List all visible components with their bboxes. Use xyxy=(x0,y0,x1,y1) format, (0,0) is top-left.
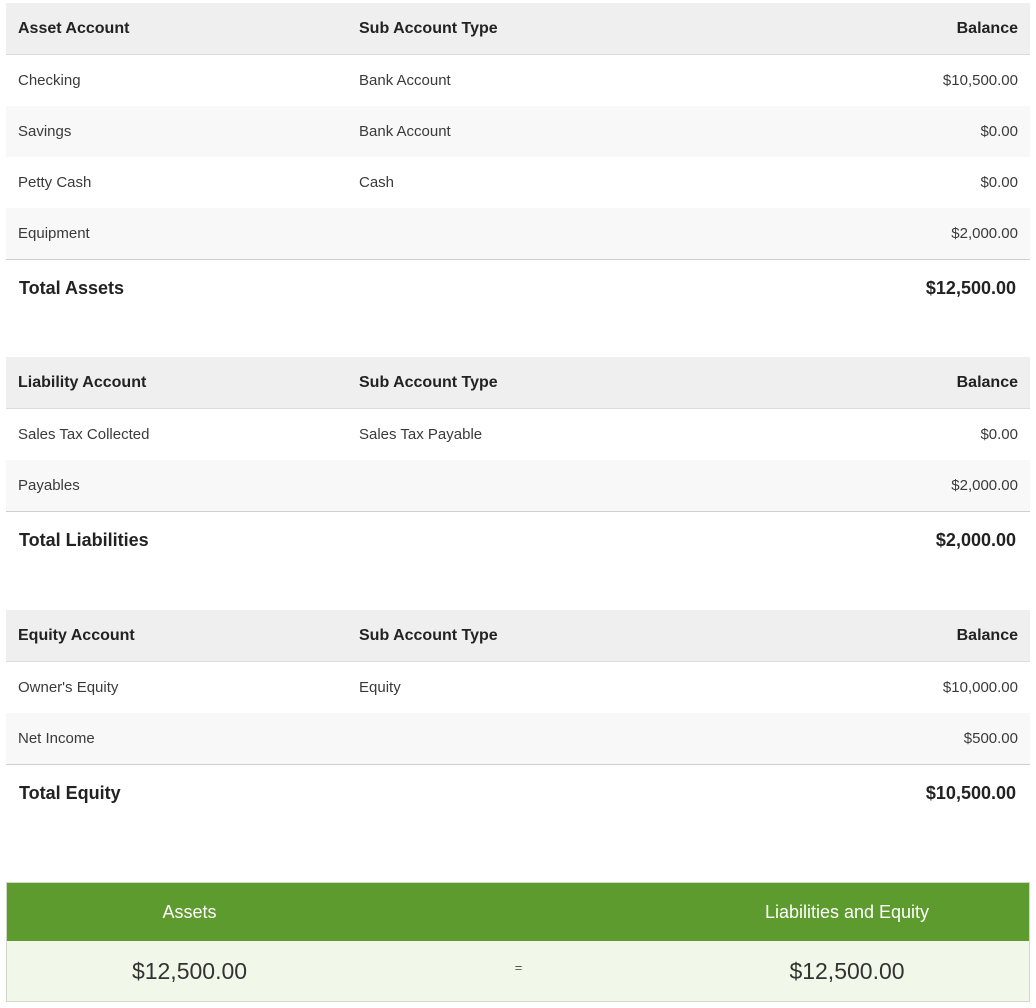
liabilities-type-header: Sub Account Type xyxy=(359,373,498,391)
table-row xyxy=(6,106,1030,157)
account-balance: $500.00 xyxy=(963,730,1018,747)
total-equity-value: $10,500.00 xyxy=(925,783,1016,803)
equals-sign: = xyxy=(514,959,523,975)
sub-account-type: Bank Account xyxy=(359,123,451,140)
table-row xyxy=(6,157,1030,208)
liabilities-table xyxy=(6,357,1030,569)
assets-total-row xyxy=(6,259,1030,317)
assets-header-row xyxy=(6,3,1030,55)
account-balance: $2,000.00 xyxy=(951,225,1018,242)
equity-balance-header: Balance xyxy=(956,626,1018,644)
account-name: Owner's Equity xyxy=(18,679,119,696)
account-balance: $0.00 xyxy=(980,426,1018,443)
liabilities-total-row xyxy=(6,511,1030,569)
account-name: Petty Cash xyxy=(18,174,92,191)
account-name: Payables xyxy=(18,477,80,494)
summary-assets-value: $12,500.00 xyxy=(131,957,248,984)
summary-assets-label: Assets xyxy=(162,901,217,922)
summary-header xyxy=(7,883,1029,941)
total-equity-label: Total Equity xyxy=(19,783,121,803)
table-row xyxy=(6,55,1030,106)
assets-type-header: Sub Account Type xyxy=(359,19,498,37)
equity-header-row xyxy=(6,610,1030,662)
total-liabilities-value: $2,000.00 xyxy=(935,530,1016,550)
assets-table xyxy=(6,3,1030,317)
total-assets-label: Total Assets xyxy=(19,278,125,298)
account-balance: $10,500.00 xyxy=(942,72,1018,89)
sub-account-type: Sales Tax Payable xyxy=(359,426,483,443)
sub-account-type: Equity xyxy=(359,679,401,696)
equity-account-header: Equity Account xyxy=(18,626,135,644)
account-name: Sales Tax Collected xyxy=(18,426,150,443)
sub-account-type: Cash xyxy=(359,174,395,191)
account-balance: $2,000.00 xyxy=(951,477,1018,494)
account-name: Equipment xyxy=(18,225,90,242)
assets-account-header: Asset Account xyxy=(18,19,130,37)
liabilities-balance-header: Balance xyxy=(956,373,1018,391)
account-name: Savings xyxy=(18,123,72,140)
liabilities-account-header: Liability Account xyxy=(18,373,147,391)
account-balance: $0.00 xyxy=(980,123,1018,140)
assets-balance-header: Balance xyxy=(956,19,1018,37)
balance-summary xyxy=(6,882,1030,1002)
account-name: Net Income xyxy=(18,730,95,747)
equity-total-row xyxy=(6,764,1030,822)
summary-liabilities-equity-label: Liabilities and Equity xyxy=(764,901,930,922)
table-row xyxy=(6,409,1030,460)
account-name: Checking xyxy=(18,72,81,89)
equity-type-header: Sub Account Type xyxy=(359,626,498,644)
summary-values xyxy=(7,941,1029,1001)
liabilities-header-row xyxy=(6,357,1030,409)
sub-account-type: Bank Account xyxy=(359,72,451,89)
account-balance: $0.00 xyxy=(980,174,1018,191)
table-row xyxy=(6,713,1030,764)
total-liabilities-label: Total Liabilities xyxy=(19,530,149,550)
equity-table xyxy=(6,610,1030,822)
table-row xyxy=(6,662,1030,713)
table-row xyxy=(6,460,1030,511)
total-assets-value: $12,500.00 xyxy=(925,278,1016,298)
account-balance: $10,000.00 xyxy=(942,679,1018,696)
balance-sheet-report xyxy=(6,3,1030,1002)
summary-liabilities-equity-value: $12,500.00 xyxy=(789,957,905,984)
table-row xyxy=(6,208,1030,259)
